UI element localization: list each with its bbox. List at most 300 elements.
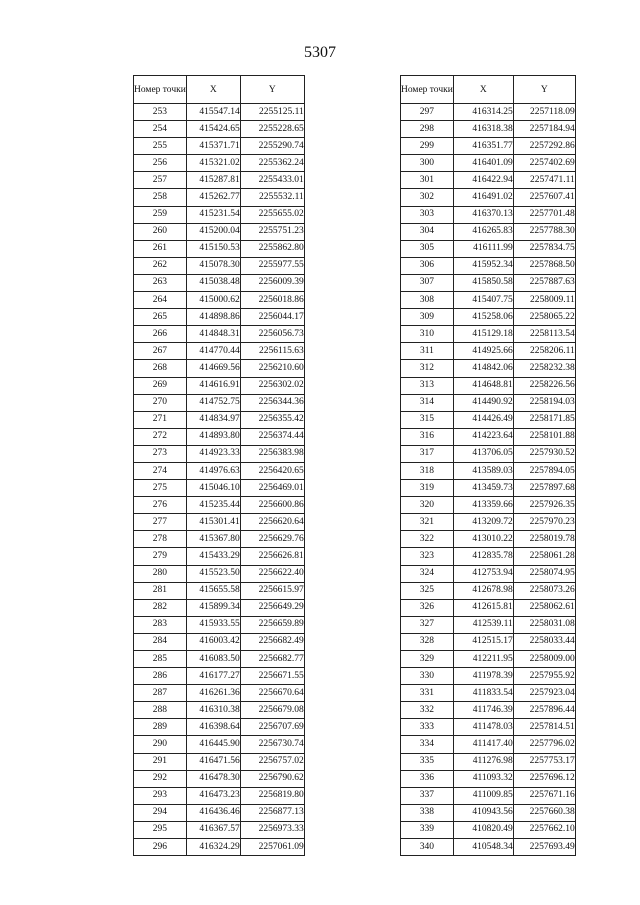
y-cell: 2256659.89 (240, 616, 304, 633)
x-cell: 413359.66 (453, 497, 513, 514)
point-number-cell: 340 (401, 839, 454, 856)
table-row (134, 292, 305, 309)
x-cell: 415899.34 (186, 599, 240, 616)
table-row (134, 480, 305, 497)
table-row (401, 787, 576, 804)
y-cell: 2256056.73 (240, 326, 304, 343)
y-cell: 2256355.42 (240, 411, 304, 428)
x-cell: 415321.02 (186, 155, 240, 172)
y-cell: 2256877.13 (240, 804, 304, 821)
point-number-cell: 302 (401, 189, 454, 206)
x-cell: 416265.83 (453, 223, 513, 240)
y-cell: 2255751.23 (240, 223, 304, 240)
table-row (401, 514, 576, 531)
point-number-cell: 312 (401, 360, 454, 377)
y-cell: 2258194.03 (513, 394, 575, 411)
x-cell: 414616.91 (186, 377, 240, 394)
table-row (134, 787, 305, 804)
y-cell: 2257701.48 (513, 206, 575, 223)
point-number-cell: 282 (134, 599, 187, 616)
x-cell: 415933.55 (186, 616, 240, 633)
y-cell: 2258019.78 (513, 531, 575, 548)
y-cell: 2256790.62 (240, 770, 304, 787)
table-row (401, 257, 576, 274)
y-cell: 2256615.97 (240, 582, 304, 599)
table-row (134, 462, 305, 479)
y-cell: 2258062.61 (513, 599, 575, 616)
point-number-cell: 303 (401, 206, 454, 223)
point-number-cell: 278 (134, 531, 187, 548)
table-row (401, 223, 576, 240)
point-number-cell: 255 (134, 138, 187, 155)
point-number-cell: 261 (134, 240, 187, 257)
point-number-cell: 321 (401, 514, 454, 531)
point-number-cell: 310 (401, 326, 454, 343)
y-cell: 2256707.69 (240, 719, 304, 736)
point-number-cell: 306 (401, 257, 454, 274)
table-row (401, 651, 576, 668)
table-row (134, 736, 305, 753)
x-cell: 415367.80 (186, 531, 240, 548)
point-number-cell: 326 (401, 599, 454, 616)
coordinates-table-right (400, 75, 576, 856)
y-cell: 2256420.65 (240, 462, 304, 479)
x-cell: 416370.13 (453, 206, 513, 223)
point-number-cell: 274 (134, 462, 187, 479)
table-row (134, 702, 305, 719)
point-number-cell: 311 (401, 343, 454, 360)
x-cell: 415407.75 (453, 292, 513, 309)
x-cell: 415262.77 (186, 189, 240, 206)
table-row (401, 821, 576, 838)
x-cell: 413589.03 (453, 462, 513, 479)
x-cell: 412539.11 (453, 616, 513, 633)
table-row (401, 462, 576, 479)
point-number-cell: 328 (401, 633, 454, 650)
x-cell: 415523.50 (186, 565, 240, 582)
table-row (134, 719, 305, 736)
x-cell: 416478.30 (186, 770, 240, 787)
x-cell: 415258.06 (453, 309, 513, 326)
point-number-cell: 333 (401, 719, 454, 736)
x-cell: 414848.31 (186, 326, 240, 343)
x-cell: 416083.50 (186, 651, 240, 668)
table-row (401, 668, 576, 685)
point-number-cell: 256 (134, 155, 187, 172)
y-cell: 2255655.02 (240, 206, 304, 223)
table-row (401, 839, 576, 856)
x-cell: 415235.44 (186, 497, 240, 514)
x-cell: 414770.44 (186, 343, 240, 360)
table-row (134, 343, 305, 360)
x-cell: 416473.23 (186, 787, 240, 804)
y-cell: 2257955.92 (513, 668, 575, 685)
y-cell: 2258009.11 (513, 292, 575, 309)
point-number-cell: 287 (134, 685, 187, 702)
point-number-cell: 266 (134, 326, 187, 343)
y-cell: 2257788.30 (513, 223, 575, 240)
point-number-cell: 291 (134, 753, 187, 770)
table-row (134, 821, 305, 838)
y-cell: 2258113.54 (513, 326, 575, 343)
y-cell: 2256757.02 (240, 753, 304, 770)
table-row (401, 548, 576, 565)
table-row (401, 189, 576, 206)
x-cell: 411009.85 (453, 787, 513, 804)
table-row (401, 804, 576, 821)
table-row (134, 514, 305, 531)
point-number-cell: 292 (134, 770, 187, 787)
point-number-cell: 304 (401, 223, 454, 240)
x-cell: 414893.80 (186, 428, 240, 445)
point-number-cell: 309 (401, 309, 454, 326)
x-cell: 415000.62 (186, 292, 240, 309)
x-cell: 415547.14 (186, 104, 240, 121)
x-cell: 412835.78 (453, 548, 513, 565)
table-row (401, 240, 576, 257)
point-number-cell: 299 (401, 138, 454, 155)
header-y: Y (240, 76, 304, 104)
point-number-cell: 319 (401, 480, 454, 497)
x-cell: 411746.39 (453, 702, 513, 719)
point-number-cell: 331 (401, 685, 454, 702)
x-cell: 415129.18 (453, 326, 513, 343)
x-cell: 414426.49 (453, 411, 513, 428)
point-number-cell: 305 (401, 240, 454, 257)
y-cell: 2258074.95 (513, 565, 575, 582)
point-number-cell: 315 (401, 411, 454, 428)
table-row (134, 548, 305, 565)
table-row (401, 770, 576, 787)
y-cell: 2258171.85 (513, 411, 575, 428)
table-row (134, 839, 305, 856)
table-row (134, 531, 305, 548)
point-number-cell: 259 (134, 206, 187, 223)
x-cell: 415301.41 (186, 514, 240, 531)
table-row (134, 240, 305, 257)
table-row (134, 428, 305, 445)
table-header-row (401, 76, 576, 104)
table-row (401, 702, 576, 719)
x-cell: 416314.25 (453, 104, 513, 121)
y-cell: 2256622.40 (240, 565, 304, 582)
table-row (401, 719, 576, 736)
x-cell: 415371.71 (186, 138, 240, 155)
table-row (401, 274, 576, 291)
point-number-cell: 284 (134, 633, 187, 650)
point-number-cell: 322 (401, 531, 454, 548)
x-cell: 414976.63 (186, 462, 240, 479)
point-number-cell: 296 (134, 839, 187, 856)
x-cell: 410820.49 (453, 821, 513, 838)
y-cell: 2258031.08 (513, 616, 575, 633)
point-number-cell: 258 (134, 189, 187, 206)
x-cell: 416351.77 (453, 138, 513, 155)
table-row (134, 668, 305, 685)
header-point-number: Номер точки (401, 76, 454, 104)
y-cell: 2256383.98 (240, 445, 304, 462)
x-cell: 415433.29 (186, 548, 240, 565)
y-cell: 2258073.26 (513, 582, 575, 599)
point-number-cell: 300 (401, 155, 454, 172)
x-cell: 413010.22 (453, 531, 513, 548)
x-cell: 414925.66 (453, 343, 513, 360)
point-number-cell: 283 (134, 616, 187, 633)
table-row (401, 616, 576, 633)
point-number-cell: 267 (134, 343, 187, 360)
y-cell: 2257896.44 (513, 702, 575, 719)
y-cell: 2256679.08 (240, 702, 304, 719)
point-number-cell: 313 (401, 377, 454, 394)
y-cell: 2256018.86 (240, 292, 304, 309)
y-cell: 2255362.24 (240, 155, 304, 172)
table-row (134, 599, 305, 616)
x-cell: 415850.58 (453, 274, 513, 291)
table-row (401, 445, 576, 462)
point-number-cell: 270 (134, 394, 187, 411)
y-cell: 2258226.56 (513, 377, 575, 394)
x-cell: 411417.40 (453, 736, 513, 753)
table-row (401, 377, 576, 394)
table-row (134, 497, 305, 514)
y-cell: 2258206.11 (513, 343, 575, 360)
x-cell: 415287.81 (186, 172, 240, 189)
y-cell: 2257607.41 (513, 189, 575, 206)
point-number-cell: 290 (134, 736, 187, 753)
point-number-cell: 332 (401, 702, 454, 719)
table-row (401, 138, 576, 155)
table-row (134, 616, 305, 633)
x-cell: 411978.39 (453, 668, 513, 685)
y-cell: 2256044.17 (240, 309, 304, 326)
y-cell: 2256626.81 (240, 548, 304, 565)
x-cell: 415424.65 (186, 121, 240, 138)
point-number-cell: 327 (401, 616, 454, 633)
y-cell: 2257834.75 (513, 240, 575, 257)
point-number-cell: 330 (401, 668, 454, 685)
point-number-cell: 277 (134, 514, 187, 531)
y-cell: 2255433.01 (240, 172, 304, 189)
table-row (134, 753, 305, 770)
table-row (134, 104, 305, 121)
table-row (134, 274, 305, 291)
y-cell: 2257660.38 (513, 804, 575, 821)
point-number-cell: 257 (134, 172, 187, 189)
x-cell: 416471.56 (186, 753, 240, 770)
table-row (401, 292, 576, 309)
y-cell: 2255977.55 (240, 257, 304, 274)
table-row (134, 189, 305, 206)
table-row (134, 206, 305, 223)
y-cell: 2257671.16 (513, 787, 575, 804)
y-cell: 2256682.77 (240, 651, 304, 668)
x-cell: 414648.81 (453, 377, 513, 394)
y-cell: 2256730.74 (240, 736, 304, 753)
table-row (134, 309, 305, 326)
point-number-cell: 289 (134, 719, 187, 736)
y-cell: 2255532.11 (240, 189, 304, 206)
table-row (401, 121, 576, 138)
point-number-cell: 275 (134, 480, 187, 497)
table-row (401, 497, 576, 514)
y-cell: 2258232.38 (513, 360, 575, 377)
point-number-cell: 279 (134, 548, 187, 565)
point-number-cell: 272 (134, 428, 187, 445)
x-cell: 415046.10 (186, 480, 240, 497)
table-row (401, 633, 576, 650)
page-number: 5307 (304, 44, 336, 61)
table-row (134, 360, 305, 377)
x-cell: 416324.29 (186, 839, 240, 856)
x-cell: 416367.57 (186, 821, 240, 838)
table-row (401, 736, 576, 753)
x-cell: 411093.32 (453, 770, 513, 787)
point-number-cell: 268 (134, 360, 187, 377)
header-y: Y (513, 76, 575, 104)
y-cell: 2256374.44 (240, 428, 304, 445)
y-cell: 2257814.51 (513, 719, 575, 736)
x-cell: 414752.75 (186, 394, 240, 411)
table-row (134, 377, 305, 394)
point-number-cell: 307 (401, 274, 454, 291)
point-number-cell: 334 (401, 736, 454, 753)
point-number-cell: 338 (401, 804, 454, 821)
table-row (134, 651, 305, 668)
y-cell: 2257696.12 (513, 770, 575, 787)
x-cell: 414842.06 (453, 360, 513, 377)
point-number-cell: 320 (401, 497, 454, 514)
point-number-cell: 308 (401, 292, 454, 309)
header-point-number: Номер точки (134, 76, 187, 104)
table-row (134, 582, 305, 599)
y-cell: 2256670.64 (240, 685, 304, 702)
y-cell: 2256302.02 (240, 377, 304, 394)
y-cell: 2256115.63 (240, 343, 304, 360)
y-cell: 2257887.63 (513, 274, 575, 291)
y-cell: 2255228.65 (240, 121, 304, 138)
point-number-cell: 316 (401, 428, 454, 445)
x-cell: 416111.99 (453, 240, 513, 257)
table-row (401, 104, 576, 121)
point-number-cell: 329 (401, 651, 454, 668)
table-row (401, 753, 576, 770)
y-cell: 2257118.09 (513, 104, 575, 121)
table-row (134, 445, 305, 462)
point-number-cell: 297 (401, 104, 454, 121)
table-row (401, 428, 576, 445)
y-cell: 2256629.76 (240, 531, 304, 548)
table-row (401, 531, 576, 548)
table-row (401, 172, 576, 189)
point-number-cell: 336 (401, 770, 454, 787)
y-cell: 2256210.60 (240, 360, 304, 377)
y-cell: 2256682.49 (240, 633, 304, 650)
x-cell: 414898.86 (186, 309, 240, 326)
point-number-cell: 260 (134, 223, 187, 240)
x-cell: 412615.81 (453, 599, 513, 616)
header-x: X (186, 76, 240, 104)
table-row (134, 565, 305, 582)
x-cell: 415038.48 (186, 274, 240, 291)
table-row (134, 411, 305, 428)
x-cell: 416398.64 (186, 719, 240, 736)
x-cell: 416491.02 (453, 189, 513, 206)
y-cell: 2258101.88 (513, 428, 575, 445)
x-cell: 410943.56 (453, 804, 513, 821)
y-cell: 2257402.69 (513, 155, 575, 172)
y-cell: 2255125.11 (240, 104, 304, 121)
point-number-cell: 301 (401, 172, 454, 189)
y-cell: 2255290.74 (240, 138, 304, 155)
y-cell: 2255862.80 (240, 240, 304, 257)
x-cell: 416422.94 (453, 172, 513, 189)
point-number-cell: 265 (134, 309, 187, 326)
x-cell: 411833.54 (453, 685, 513, 702)
table-row (401, 685, 576, 702)
x-cell: 414223.64 (453, 428, 513, 445)
y-cell: 2257184.94 (513, 121, 575, 138)
table-row (401, 599, 576, 616)
table-row (401, 480, 576, 497)
x-cell: 414834.97 (186, 411, 240, 428)
point-number-cell: 262 (134, 257, 187, 274)
y-cell: 2258065.22 (513, 309, 575, 326)
table-row (134, 257, 305, 274)
table-row (401, 360, 576, 377)
x-cell: 414669.56 (186, 360, 240, 377)
y-cell: 2256469.01 (240, 480, 304, 497)
table-row (134, 121, 305, 138)
table-row (401, 411, 576, 428)
x-cell: 416445.90 (186, 736, 240, 753)
x-cell: 412678.98 (453, 582, 513, 599)
x-cell: 411276.98 (453, 753, 513, 770)
y-cell: 2257796.02 (513, 736, 575, 753)
table-header-row (134, 76, 305, 104)
y-cell: 2257894.05 (513, 462, 575, 479)
y-cell: 2256600.86 (240, 497, 304, 514)
y-cell: 2257970.23 (513, 514, 575, 531)
table-row (134, 770, 305, 787)
header-x: X (453, 76, 513, 104)
x-cell: 416318.38 (453, 121, 513, 138)
x-cell: 412515.17 (453, 633, 513, 650)
point-number-cell: 323 (401, 548, 454, 565)
point-number-cell: 281 (134, 582, 187, 599)
y-cell: 2257292.86 (513, 138, 575, 155)
point-number-cell: 263 (134, 274, 187, 291)
point-number-cell: 324 (401, 565, 454, 582)
x-cell: 416177.27 (186, 668, 240, 685)
x-cell: 413706.05 (453, 445, 513, 462)
x-cell: 416310.38 (186, 702, 240, 719)
point-number-cell: 318 (401, 462, 454, 479)
x-cell: 412753.94 (453, 565, 513, 582)
x-cell: 413459.73 (453, 480, 513, 497)
table-row (134, 685, 305, 702)
table-row (134, 155, 305, 172)
y-cell: 2256009.39 (240, 274, 304, 291)
point-number-cell: 314 (401, 394, 454, 411)
y-cell: 2257471.11 (513, 172, 575, 189)
x-cell: 413209.72 (453, 514, 513, 531)
x-cell: 411478.03 (453, 719, 513, 736)
y-cell: 2256973.33 (240, 821, 304, 838)
point-number-cell: 325 (401, 582, 454, 599)
table-row (401, 343, 576, 360)
point-number-cell: 273 (134, 445, 187, 462)
y-cell: 2257897.68 (513, 480, 575, 497)
